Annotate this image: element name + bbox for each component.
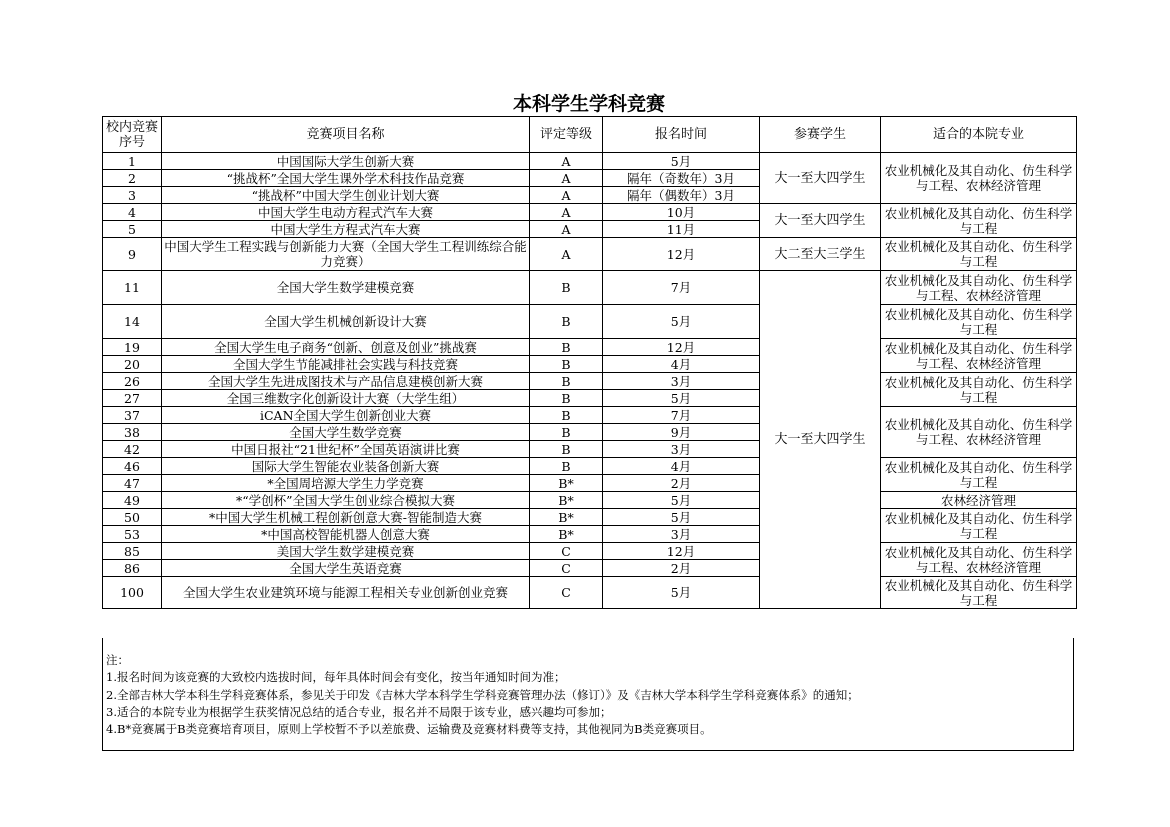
table-row	[103, 373, 1077, 390]
cell-time: 2月	[603, 560, 760, 577]
cell-time: 5月	[603, 305, 760, 339]
cell-level: B*	[530, 509, 603, 526]
cell-name: 中国大学生方程式汽车大赛	[162, 221, 530, 238]
cell-time: 5月	[603, 509, 760, 526]
cell-name: *中国大学生机械工程创新创意大赛-智能制造大赛	[162, 509, 530, 526]
cell-name: “挑战杯”中国大学生创业计划大赛	[162, 187, 530, 204]
cell-major: 农业机械化及其自动化、仿生科学与工程、农林经济管理	[881, 339, 1077, 373]
table-header-row	[103, 117, 1077, 153]
cell-level: B	[530, 356, 603, 373]
cell-level: B	[530, 441, 603, 458]
cell-name: 全国三维数字化创新设计大赛（大学生组）	[162, 390, 530, 407]
cell-level: B	[530, 458, 603, 475]
cell-level: B*	[530, 475, 603, 492]
cell-time: 9月	[603, 424, 760, 441]
table-row	[103, 492, 1077, 509]
table-row	[103, 458, 1077, 475]
cell-no: 11	[103, 271, 162, 305]
cell-major: 农业机械化及其自动化、仿生科学与工程	[881, 373, 1077, 407]
cell-no: 100	[103, 577, 162, 609]
note-3: 3.适合的本院专业为根据学生获奖情况总结的适合专业，报名并不局限于该专业，感兴趣均可参加；	[106, 704, 612, 719]
table-row	[103, 305, 1077, 339]
cell-time: 3月	[603, 441, 760, 458]
header-name: 竞赛项目名称	[162, 117, 530, 153]
note-4: 4.B*竞赛属于B类竞赛培育项目，原则上学校暂不予以差旅费、运输费及竞赛材料费等支持，其他视同为B类竞赛项目。	[106, 722, 712, 737]
cell-level: A	[530, 187, 603, 204]
cell-level: A	[530, 221, 603, 238]
cell-time: 5月	[603, 153, 760, 170]
cell-name: 全国大学生电子商务“创新、创意及创业”挑战赛	[162, 339, 530, 356]
cell-name: 中国日报社“21世纪杯”全国英语演讲比赛	[162, 441, 530, 458]
cell-time: 4月	[603, 458, 760, 475]
cell-major: 农业机械化及其自动化、仿生科学与工程	[881, 238, 1077, 271]
header-no: 校内竞赛序号	[103, 117, 162, 153]
cell-level: B*	[530, 492, 603, 509]
cell-no: 5	[103, 221, 162, 238]
cell-time: 12月	[603, 339, 760, 356]
cell-level: B	[530, 271, 603, 305]
cell-no: 46	[103, 458, 162, 475]
cell-level: B	[530, 424, 603, 441]
cell-no: 42	[103, 441, 162, 458]
cell-major: 农业机械化及其自动化、仿生科学与工程	[881, 458, 1077, 492]
cell-name: 全国大学生数学建模竞赛	[162, 271, 530, 305]
note-2: 2.全部吉林大学本科生学科竞赛体系，参见关于印发《吉林大学本科学生学科竞赛管理办法（修订）》及《吉林大学本科学生学科竞赛体系》的通知；	[106, 687, 859, 702]
cell-name: 美国大学生数学建模竞赛	[162, 543, 530, 560]
cell-name: 全国大学生机械创新设计大赛	[162, 305, 530, 339]
cell-name: 全国大学生英语竞赛	[162, 560, 530, 577]
cell-no: 14	[103, 305, 162, 339]
header-level: 评定等级	[530, 117, 603, 153]
cell-major: 农业机械化及其自动化、仿生科学与工程	[881, 204, 1077, 238]
table-row	[103, 271, 1077, 305]
cell-major: 农林经济管理	[881, 492, 1077, 509]
cell-major: 农业机械化及其自动化、仿生科学与工程、农林经济管理	[881, 153, 1077, 204]
cell-level: C	[530, 543, 603, 560]
cell-no: 3	[103, 187, 162, 204]
cell-level: A	[530, 238, 603, 271]
cell-major: 农业机械化及其自动化、仿生科学与工程	[881, 577, 1077, 609]
cell-level: B	[530, 339, 603, 356]
table-row	[103, 204, 1077, 221]
cell-time: 5月	[603, 492, 760, 509]
header-participants: 参赛学生	[760, 117, 881, 153]
cell-name: 全国大学生节能减排社会实践与科技竞赛	[162, 356, 530, 373]
cell-no: 86	[103, 560, 162, 577]
notes-label: 注：	[106, 653, 129, 667]
cell-name: “挑战杯”全国大学生课外学术科技作品竞赛	[162, 170, 530, 187]
table-row	[103, 577, 1077, 609]
cell-participants: 大一至大四学生	[760, 271, 881, 609]
cell-name: 中国大学生工程实践与创新能力大赛（全国大学生工程训练综合能力竞赛）	[162, 238, 530, 271]
cell-no: 20	[103, 356, 162, 373]
cell-level: B*	[530, 526, 603, 543]
cell-name: *“学创杯”全国大学生创业综合模拟大赛	[162, 492, 530, 509]
table-row	[103, 407, 1077, 424]
cell-time: 2月	[603, 475, 760, 492]
cell-major: 农业机械化及其自动化、仿生科学与工程、农林经济管理	[881, 271, 1077, 305]
cell-no: 50	[103, 509, 162, 526]
cell-no: 19	[103, 339, 162, 356]
cell-level: B	[530, 390, 603, 407]
cell-time: 11月	[603, 221, 760, 238]
header-time: 报名时间	[603, 117, 760, 153]
table-row	[103, 543, 1077, 560]
table-row	[103, 153, 1077, 170]
cell-no: 27	[103, 390, 162, 407]
cell-level: B	[530, 305, 603, 339]
cell-major: 农业机械化及其自动化、仿生科学与工程	[881, 305, 1077, 339]
cell-name: 全国大学生数学竞赛	[162, 424, 530, 441]
notes-box	[102, 638, 1074, 751]
cell-no: 26	[103, 373, 162, 390]
cell-level: A	[530, 204, 603, 221]
cell-level: A	[530, 170, 603, 187]
header-major: 适合的本院专业	[881, 117, 1077, 153]
cell-time: 5月	[603, 577, 760, 609]
table-row	[103, 339, 1077, 356]
table-row	[103, 238, 1077, 271]
cell-time: 隔年（偶数年）3月	[603, 187, 760, 204]
cell-time: 3月	[603, 373, 760, 390]
cell-no: 49	[103, 492, 162, 509]
cell-name: 中国大学生电动方程式汽车大赛	[162, 204, 530, 221]
cell-no: 1	[103, 153, 162, 170]
cell-no: 53	[103, 526, 162, 543]
cell-no: 37	[103, 407, 162, 424]
cell-level: B	[530, 373, 603, 390]
cell-name: *全国周培源大学生力学竞赛	[162, 475, 530, 492]
cell-level: C	[530, 560, 603, 577]
cell-major: 农业机械化及其自动化、仿生科学与工程、农林经济管理	[881, 543, 1077, 577]
cell-participants: 大二至大三学生	[760, 238, 881, 271]
cell-participants: 大一至大四学生	[760, 204, 881, 238]
cell-time: 4月	[603, 356, 760, 373]
cell-name: *中国高校智能机器人创意大赛	[162, 526, 530, 543]
cell-time: 7月	[603, 271, 760, 305]
cell-name: 国际大学生智能农业装备创新大赛	[162, 458, 530, 475]
competition-table	[102, 116, 1077, 609]
cell-name: 中国国际大学生创新大赛	[162, 153, 530, 170]
cell-time: 5月	[603, 390, 760, 407]
cell-major: 农业机械化及其自动化、仿生科学与工程	[881, 509, 1077, 543]
note-1: 1.报名时间为该竞赛的大致校内选拔时间，每年具体时间会有变化，按当年通知时间为准；	[106, 670, 566, 685]
cell-time: 10月	[603, 204, 760, 221]
table-row	[103, 509, 1077, 526]
cell-time: 隔年（奇数年）3月	[603, 170, 760, 187]
cell-no: 4	[103, 204, 162, 221]
cell-name: 全国大学生先进成图技术与产品信息建模创新大赛	[162, 373, 530, 390]
cell-no: 9	[103, 238, 162, 271]
cell-participants: 大一至大四学生	[760, 153, 881, 204]
cell-name: iCAN全国大学生创新创业大赛	[162, 407, 530, 424]
cell-no: 47	[103, 475, 162, 492]
cell-time: 7月	[603, 407, 760, 424]
cell-no: 2	[103, 170, 162, 187]
cell-time: 3月	[603, 526, 760, 543]
cell-level: A	[530, 153, 603, 170]
cell-time: 12月	[603, 238, 760, 271]
cell-level: B	[530, 407, 603, 424]
cell-level: C	[530, 577, 603, 609]
cell-time: 12月	[603, 543, 760, 560]
cell-no: 38	[103, 424, 162, 441]
cell-no: 85	[103, 543, 162, 560]
cell-name: 全国大学生农业建筑环境与能源工程相关专业创新创业竞赛	[162, 577, 530, 609]
page-title: 本科学生学科竞赛	[512, 93, 665, 115]
cell-major: 农业机械化及其自动化、仿生科学与工程、农林经济管理	[881, 407, 1077, 458]
